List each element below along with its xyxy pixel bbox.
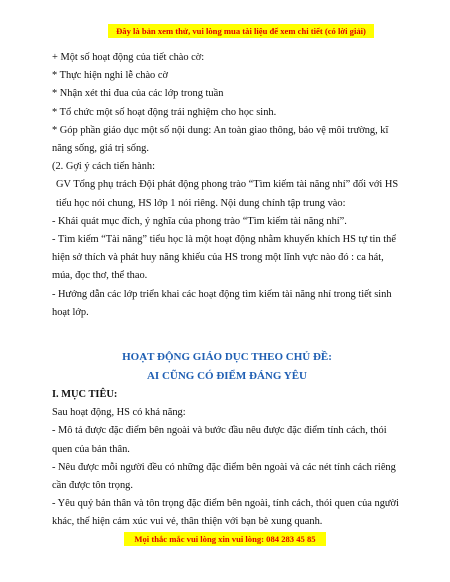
document-body bbox=[52, 49, 402, 532]
contact-footer: Mọi thắc mắc vui lòng xin vui lòng: 084 283 45 85 bbox=[124, 532, 326, 546]
paragraph: - Nêu được mỗi người đều có những đặc điểm bên ngoài và các nét tính cách riêng cần được tôn trọng. bbox=[52, 461, 396, 492]
paragraph: - Tìm kiếm “Tài năng” tiểu học là một hoạt động nhằm khuyến khích HS tự tin thể hiện sở thích và phát huy năng khiếu của HS trong một lĩnh vực nào đó : ca hát, múa, đọc thơ, thể thao. bbox=[52, 234, 396, 282]
paragraph: * Góp phần giáo dục một số nội dung: An toàn giao thông, bảo vệ môi trường, kĩ năng sống, giá trị sống. bbox=[52, 124, 389, 155]
paragraph: + Một số hoạt động của tiết chào cờ: bbox=[52, 52, 205, 63]
paragraph: * Nhận xét thi đua của các lớp trong tuần bbox=[52, 88, 224, 100]
section-title: I. MỤC TIÊU: bbox=[52, 389, 118, 401]
paragraph: * Thực hiện nghi lễ chào cờ bbox=[52, 70, 168, 82]
paragraph: GV Tổng phụ trách Đội phát động phong trào “Tìm kiếm tài năng nhí” đối với HS tiểu học nói chung, HS lớp 1 nói riêng. Nội dung chính tập trung vào: bbox=[56, 179, 399, 209]
paragraph: * Tổ chức một số hoạt động trải nghiệm cho học sinh. bbox=[52, 106, 277, 118]
preview-banner: Đây là bản xem thử, vui lòng mua tài liệu để xem chi tiết (có lời giải) bbox=[108, 24, 374, 38]
paragraph: Sau hoạt động, HS có khả năng: bbox=[52, 407, 186, 419]
paragraph: - Khái quát mục đích, ý nghĩa của phong trào “Tìm kiếm tài năng nhí”. bbox=[52, 215, 347, 227]
spacer bbox=[52, 322, 402, 348]
paragraph: - Hướng dẫn các lớp triển khai các hoạt động tìm kiếm tài năng nhí trong tiết sinh hoạt lớp. bbox=[52, 288, 392, 318]
paragraph: - Mô tả được đặc điểm bên ngoài và bước đầu nêu được đặc điểm tính cách, thói quen của bản thân. bbox=[52, 425, 387, 455]
paragraph: - Yêu quý bản thân và tôn trọng đặc điểm bên ngoài, tính cách, thói quen của người khác, thể hiện cảm xúc vui vẻ, thân thiện với bạn bè xung quanh. bbox=[52, 498, 399, 528]
topic-heading-line-1: HOẠT ĐỘNG GIÁO DỤC THEO CHỦ ĐỀ: bbox=[122, 351, 332, 364]
topic-heading-line-2: AI CŨNG CÓ ĐIỂM ĐÁNG YÊU bbox=[146, 370, 307, 383]
paragraph: (2. Gợi ý cách tiến hành: bbox=[52, 161, 156, 173]
